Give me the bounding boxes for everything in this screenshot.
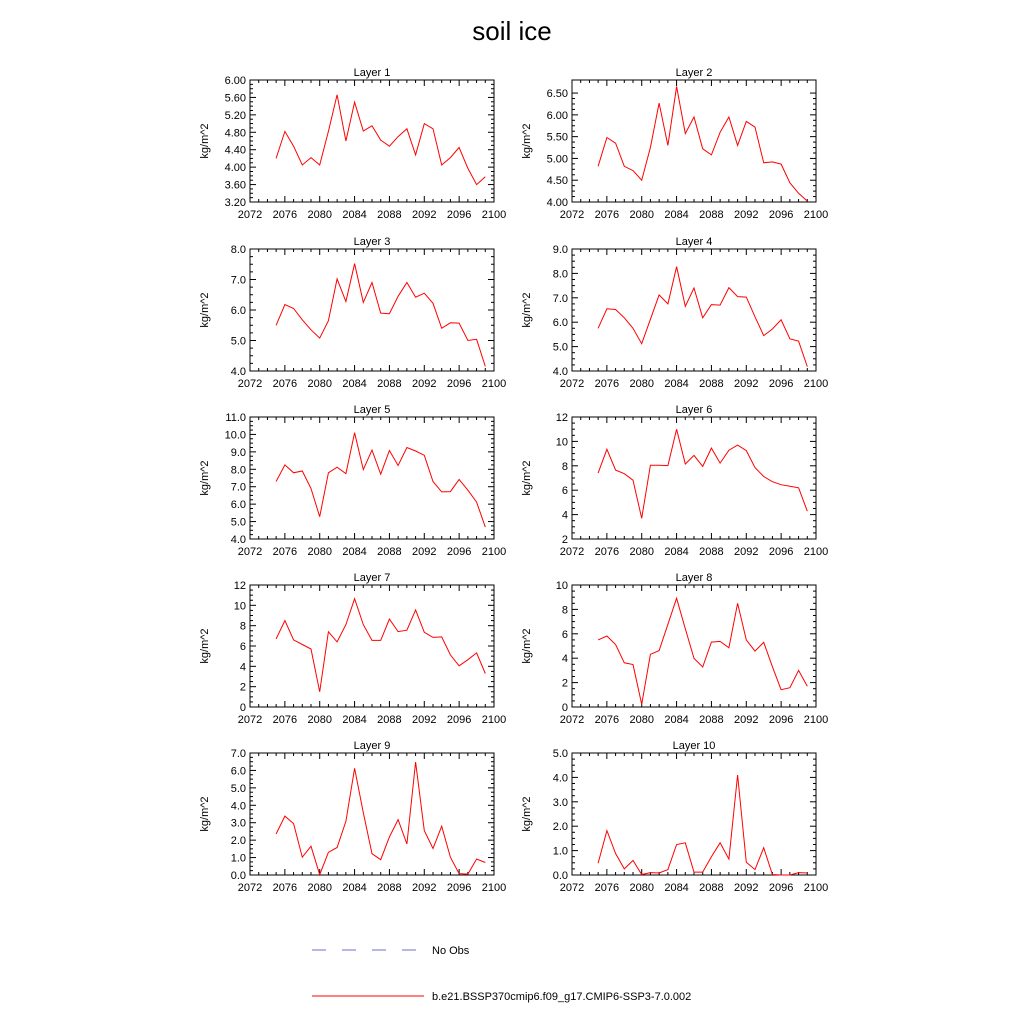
x-tick-label: 2080 [307, 882, 332, 894]
y-tick-label: 10 [555, 580, 568, 592]
x-tick-label: 2088 [377, 209, 402, 221]
x-tick-label: 2084 [664, 714, 689, 726]
plot-frame [250, 417, 494, 539]
y-axis-label: kg/m^2 [521, 460, 533, 496]
y-tick-label: 3.60 [224, 179, 246, 192]
y-axis-label: kg/m^2 [521, 628, 533, 664]
x-tick-label: 2100 [481, 882, 507, 894]
x-tick-label: 2072 [559, 378, 585, 390]
x-tick-label: 2100 [803, 209, 829, 221]
y-tick-label: 4 [561, 509, 568, 522]
series-line [276, 95, 485, 185]
legend-label: No Obs [432, 945, 470, 957]
x-tick-label: 2076 [594, 882, 620, 894]
legend-label: b.e21.BSSP370cmip6.f09_g17.CMIP6-SSP3-7.0.002 [432, 991, 692, 1003]
y-tick-label: 4.0 [552, 366, 568, 378]
y-tick-label: 0 [239, 702, 246, 714]
y-axis-label: kg/m^2 [199, 628, 211, 664]
x-tick-label: 2080 [629, 378, 654, 390]
x-tick-label: 2072 [559, 882, 585, 894]
x-tick-label: 2084 [342, 882, 367, 894]
panel-8 [521, 572, 828, 726]
y-tick-label: 10 [233, 600, 246, 613]
series-line [276, 433, 485, 527]
x-tick-label: 2080 [307, 714, 332, 726]
x-tick-label: 2088 [699, 546, 724, 558]
plot-frame [250, 80, 494, 202]
panel-title: Layer 1 [353, 67, 391, 79]
y-tick-label: 11.0 [225, 412, 246, 424]
plot-frame [250, 753, 494, 875]
y-tick-label: 6 [561, 485, 568, 498]
x-tick-label: 2072 [237, 714, 263, 726]
panel-10 [521, 740, 828, 894]
y-tick-label: 4 [561, 653, 568, 666]
series-line [598, 267, 807, 367]
x-tick-label: 2076 [272, 882, 298, 894]
legend [312, 945, 691, 1003]
y-tick-label: 8.0 [230, 464, 246, 477]
y-tick-label: 5.0 [230, 782, 246, 795]
plot-frame [572, 249, 816, 371]
x-tick-label: 2092 [412, 378, 437, 390]
x-tick-label: 2100 [803, 882, 829, 894]
y-tick-label: 7.0 [230, 748, 246, 760]
y-axis-label: kg/m^2 [199, 796, 211, 832]
series-line [598, 87, 807, 202]
x-tick-label: 2076 [594, 714, 620, 726]
y-tick-label: 3.0 [230, 817, 246, 830]
x-tick-label: 2076 [272, 714, 298, 726]
x-tick-label: 2092 [734, 209, 759, 221]
y-tick-label: 8 [561, 460, 568, 473]
x-tick-label: 2096 [446, 209, 472, 221]
x-tick-label: 2092 [734, 714, 759, 726]
x-tick-label: 2096 [768, 882, 794, 894]
y-tick-label: 5.0 [552, 748, 568, 760]
x-tick-label: 2100 [803, 378, 829, 390]
x-tick-label: 2080 [629, 714, 654, 726]
y-tick-label: 6.0 [230, 499, 246, 512]
y-tick-label: 7.0 [230, 481, 246, 494]
x-tick-label: 2100 [803, 714, 829, 726]
y-tick-label: 0.0 [230, 870, 246, 882]
y-tick-label: 2 [561, 534, 568, 546]
y-tick-label: 2 [561, 677, 568, 690]
x-tick-label: 2096 [768, 714, 794, 726]
x-tick-label: 2072 [237, 882, 263, 894]
y-tick-label: 6.00 [224, 75, 246, 87]
y-tick-label: 6.00 [546, 109, 568, 122]
y-axis-label: kg/m^2 [199, 292, 211, 328]
y-axis-label: kg/m^2 [199, 460, 211, 496]
y-tick-label: 10 [555, 436, 568, 449]
y-tick-label: 2.0 [552, 821, 568, 834]
y-tick-label: 4.80 [224, 127, 246, 140]
y-tick-label: 9.0 [552, 244, 568, 256]
x-tick-label: 2072 [237, 209, 263, 221]
y-tick-label: 6 [239, 641, 246, 653]
y-tick-label: 4.00 [546, 197, 568, 209]
series-line [598, 429, 807, 518]
y-axis-label: kg/m^2 [521, 796, 533, 832]
x-tick-label: 2096 [768, 546, 794, 558]
y-tick-label: 8 [239, 620, 246, 633]
x-tick-label: 2088 [377, 546, 402, 558]
x-tick-label: 2096 [446, 714, 472, 726]
x-tick-label: 2084 [664, 546, 689, 558]
panel-title: Layer 9 [353, 740, 391, 752]
x-tick-label: 2080 [307, 378, 332, 390]
x-tick-label: 2100 [481, 378, 507, 390]
y-tick-label: 5.60 [224, 92, 246, 105]
x-tick-label: 2092 [734, 882, 759, 894]
y-tick-label: 4.00 [224, 162, 246, 175]
y-tick-label: 10.0 [224, 429, 246, 442]
y-tick-label: 5.0 [230, 516, 246, 529]
x-tick-label: 2072 [559, 209, 585, 221]
x-tick-label: 2092 [412, 546, 437, 558]
y-tick-label: 8.0 [230, 244, 246, 256]
panel-1 [199, 67, 506, 221]
series-line [598, 775, 807, 875]
series-line [276, 599, 485, 692]
x-tick-label: 2088 [377, 882, 402, 894]
plot-frame [572, 417, 816, 539]
x-tick-label: 2072 [559, 714, 585, 726]
x-tick-label: 2084 [664, 378, 689, 390]
y-tick-label: 5.00 [546, 153, 568, 166]
panel-title: Layer 2 [675, 67, 713, 79]
x-tick-label: 2080 [629, 882, 654, 894]
y-tick-label: 12 [233, 580, 246, 592]
panel-title: Layer 10 [672, 740, 716, 752]
y-tick-label: 5.50 [546, 131, 568, 144]
y-tick-label: 8 [561, 604, 568, 617]
x-tick-label: 2092 [412, 882, 437, 894]
plot-frame [572, 753, 816, 875]
y-tick-label: 4.0 [230, 366, 246, 378]
x-tick-label: 2076 [594, 378, 620, 390]
plot-frame [250, 585, 494, 707]
x-tick-label: 2076 [272, 546, 298, 558]
y-tick-label: 9.0 [230, 446, 246, 459]
x-tick-label: 2092 [734, 546, 759, 558]
y-axis-label: kg/m^2 [199, 123, 211, 159]
x-tick-label: 2096 [768, 209, 794, 221]
x-tick-label: 2092 [734, 378, 759, 390]
panel-title: Layer 4 [675, 236, 713, 248]
x-tick-label: 2080 [307, 546, 332, 558]
y-tick-label: 5.0 [230, 335, 246, 348]
y-tick-label: 6.0 [230, 765, 246, 778]
x-tick-label: 2084 [664, 209, 689, 221]
x-tick-label: 2096 [446, 378, 472, 390]
plot-frame [572, 80, 816, 202]
x-tick-label: 2092 [412, 209, 437, 221]
y-tick-label: 4.0 [230, 800, 246, 813]
panel-9 [199, 740, 506, 894]
x-tick-label: 2072 [237, 546, 263, 558]
x-tick-label: 2076 [272, 209, 298, 221]
panel-2 [521, 67, 828, 221]
y-tick-label: 8.0 [552, 268, 568, 281]
y-tick-label: 6 [561, 628, 568, 641]
panel-4 [521, 236, 828, 390]
figure-title: soil ice [472, 16, 552, 46]
x-tick-label: 2088 [699, 714, 724, 726]
plot-frame [572, 585, 816, 707]
series-line [276, 264, 485, 367]
x-tick-label: 2088 [377, 714, 402, 726]
series-line [598, 598, 807, 704]
y-tick-label: 2 [239, 681, 246, 694]
x-tick-label: 2080 [307, 209, 332, 221]
y-tick-label: 6.0 [552, 317, 568, 330]
series-line [276, 762, 485, 875]
x-tick-label: 2096 [446, 546, 472, 558]
panel-7 [199, 572, 506, 726]
y-tick-label: 1.0 [552, 845, 568, 858]
y-tick-label: 4.0 [230, 534, 246, 546]
y-tick-label: 0.0 [552, 870, 568, 882]
panel-3 [199, 236, 506, 390]
x-tick-label: 2096 [768, 378, 794, 390]
x-tick-label: 2076 [594, 209, 620, 221]
x-tick-label: 2084 [342, 378, 367, 390]
x-tick-label: 2088 [377, 378, 402, 390]
x-tick-label: 2084 [342, 209, 367, 221]
y-axis-label: kg/m^2 [521, 123, 533, 159]
y-tick-label: 4.0 [552, 772, 568, 785]
x-tick-label: 2080 [629, 546, 654, 558]
x-tick-label: 2084 [342, 714, 367, 726]
y-tick-label: 6.50 [546, 88, 568, 101]
x-tick-label: 2088 [699, 378, 724, 390]
panel-5 [199, 404, 506, 558]
x-tick-label: 2088 [699, 209, 724, 221]
y-tick-label: 7.0 [552, 292, 568, 305]
x-tick-label: 2088 [699, 882, 724, 894]
y-tick-label: 7.0 [230, 274, 246, 287]
y-tick-label: 5.20 [224, 109, 246, 122]
panel-title: Layer 3 [353, 236, 391, 248]
panel-title: Layer 6 [675, 404, 713, 416]
x-tick-label: 2096 [446, 882, 472, 894]
y-tick-label: 4.50 [546, 175, 568, 188]
x-tick-label: 2092 [412, 714, 437, 726]
x-tick-label: 2084 [342, 546, 367, 558]
y-tick-label: 3.20 [224, 197, 246, 209]
x-tick-label: 2100 [481, 209, 507, 221]
x-tick-label: 2084 [664, 882, 689, 894]
x-tick-label: 2080 [629, 209, 654, 221]
plot-frame [250, 249, 494, 371]
x-tick-label: 2100 [803, 546, 829, 558]
y-tick-label: 1.0 [230, 852, 246, 865]
y-tick-label: 5.0 [552, 341, 568, 354]
panel-title: Layer 7 [353, 572, 391, 584]
x-tick-label: 2100 [481, 546, 507, 558]
y-tick-label: 0 [561, 702, 568, 714]
x-tick-label: 2072 [237, 378, 263, 390]
y-tick-label: 6.0 [230, 305, 246, 317]
y-axis-label: kg/m^2 [521, 292, 533, 328]
y-tick-label: 12 [555, 412, 568, 424]
x-tick-label: 2100 [481, 714, 507, 726]
y-tick-label: 4.40 [224, 144, 246, 157]
panel-title: Layer 5 [353, 404, 391, 416]
x-tick-label: 2072 [559, 546, 585, 558]
y-tick-label: 3.0 [552, 796, 568, 809]
y-tick-label: 2.0 [230, 835, 246, 848]
panel-title: Layer 8 [675, 572, 713, 584]
y-tick-label: 4 [239, 661, 246, 674]
x-tick-label: 2076 [594, 546, 620, 558]
panel-6 [521, 404, 828, 558]
x-tick-label: 2076 [272, 378, 298, 390]
